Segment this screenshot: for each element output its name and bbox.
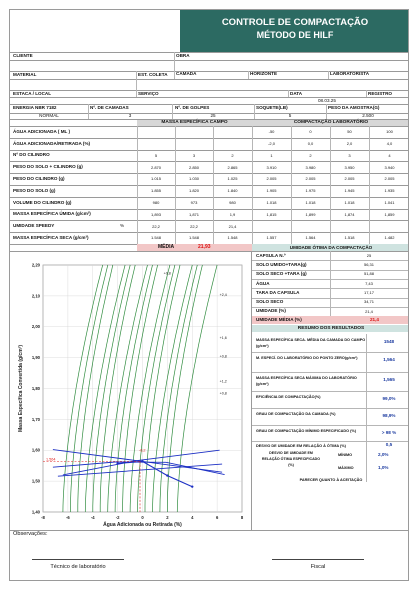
result-row-value: 1,564: [383, 357, 395, 362]
curve-label: +0,8: [219, 391, 227, 396]
campo-cell: 1.015: [150, 176, 161, 182]
servico-label: SERVIÇO: [138, 91, 159, 96]
desvio-value: 0,5: [385, 442, 393, 447]
lab-cell: 2.005: [384, 176, 395, 182]
energy-value-2: 25: [210, 113, 216, 118]
lab-cell: -50: [268, 129, 275, 135]
desvio-label: DESVIO DE UMIDADE EM RELAÇÃO À ÓTIMA (%): [256, 444, 346, 448]
lab-cell: 3.910: [266, 164, 277, 170]
horizonte-label: HORIZONTE: [250, 71, 278, 76]
material-label: MATERIAL: [13, 72, 37, 77]
campo-cell: 1.840: [227, 188, 238, 194]
y-tick-label: 1,70: [31, 416, 40, 422]
result-row-label: EFICIÊNCIA DE COMPACTAÇÃO(%): [256, 395, 321, 399]
x-axis-label: Água Adicionada ou Retirada (%): [103, 522, 182, 528]
capsule-row-value: 56,31: [363, 262, 374, 268]
report-title: CONTROLE DE COMPACTAÇÃO: [221, 17, 369, 28]
obra-label: OBRA: [176, 53, 190, 58]
lab-cell: 50: [347, 129, 352, 135]
media-label: MÉDIA: [158, 244, 175, 250]
main-row-label: PESO DO SOLO (g): [13, 187, 56, 193]
series-point: [141, 460, 143, 462]
lab-section-title: COMPACTAÇÃO LABORATÓRIO: [293, 119, 369, 125]
fiscal-label: Fiscal: [310, 564, 326, 570]
x-tick-label: 8: [240, 515, 244, 520]
capsule-row-label: SOLO UMIDO+TARA(g): [256, 261, 307, 267]
espec-label: DESVIO DE UMIDADE EM RELAÇÃO ÓTIMA ESPECIFICADO (%): [261, 451, 321, 467]
result-row-value: 1,565: [383, 377, 395, 382]
energy-value-1: 3: [128, 113, 132, 118]
x-tick-label: -8: [41, 515, 45, 520]
y-tick-label: 1,90: [31, 355, 40, 361]
campo-cell: 22,2: [152, 223, 160, 229]
capsule-row-value: 7,43: [365, 280, 373, 286]
campo-cell: 2.870: [150, 164, 161, 170]
x-tick-label: 4: [191, 515, 194, 520]
report-frame: [9, 9, 409, 581]
lab-cell: 2: [309, 152, 312, 158]
report-subtitle: MÉTODO DE HILF: [256, 30, 334, 40]
estaca-local-label: ESTACA / LOCAL: [13, 91, 52, 96]
series-point: [191, 485, 193, 487]
lab-cell: 1.905: [266, 188, 277, 194]
minimo-value: 2,0%: [378, 452, 389, 457]
media-cell: [137, 244, 252, 251]
registro-label: REGISTRO: [368, 91, 392, 96]
est-coleta-label: EST. COLETA: [138, 72, 168, 77]
result-row-label: GRAU DE COMPACTAÇÃO MÍNIMO ESPECIFICADO (%): [256, 429, 357, 433]
lab-cell: 1.557: [266, 235, 277, 241]
capsule-row-value: 25: [366, 252, 372, 258]
main-row-unit: %: [120, 223, 125, 229]
campo-cell: 1.548: [188, 235, 199, 241]
y-tick-label: 1,80: [31, 385, 40, 391]
lab-cell: 2,0: [346, 141, 353, 146]
y-tick-label: 2,20: [31, 262, 40, 268]
result-row-label: M. ESPECÍ. DO LABORATÓRIO DO PONTO ZERO(g/cm³): [256, 356, 358, 360]
tecnico-signature-line: [32, 559, 124, 560]
tecnico-label: Técnico de laboratório: [50, 564, 106, 570]
minimo-label: MÍNIMO: [338, 453, 353, 457]
lab-cell: 1.564: [305, 235, 316, 241]
lab-cell: 1: [270, 152, 273, 158]
result-row-value: 98,9%: [382, 413, 396, 418]
x-tick-label: 0: [141, 515, 144, 520]
cliente-label: CLIENTE: [13, 53, 33, 58]
campo-cell: 2.865: [227, 164, 238, 170]
umidade-otima-title: UMIDADE ÓTIMA DA COMPACTAÇÃO: [289, 244, 373, 250]
lab-cell: 0: [309, 129, 312, 135]
y-tick-label: 2,00: [31, 324, 40, 330]
capsule-row-value: 21,4: [365, 308, 373, 314]
maximo-value: 1,0%: [378, 465, 389, 470]
campo-cell: 1.025: [227, 176, 238, 182]
capsule-row-label: SOLO SECO +TARA (g): [256, 271, 307, 277]
energy-label-2: Nº. DE GOLPES: [175, 105, 210, 110]
compaction-chart: [10, 251, 252, 530]
lab-cell: 1,859: [384, 211, 395, 217]
curve-label: +2,4: [219, 292, 227, 297]
lab-cell: 3.950: [344, 164, 355, 170]
x-tick-label: 2: [166, 515, 169, 520]
laboratorista-label: LABORATORISTA: [330, 71, 370, 76]
umidade-media-label: UMIDADE MÉDIA (%): [256, 317, 302, 323]
capsule-row-label: UMIDADE (%): [256, 308, 286, 314]
capsule-row-label: SOLO SECO: [256, 299, 284, 305]
campo-cell: 980: [229, 200, 236, 205]
lab-cell: 3.980: [305, 164, 316, 170]
main-row-label: MASSA ESPECÍFICA SECA (g/cm³): [13, 235, 89, 240]
curve-label: +1,6: [219, 336, 227, 341]
result-row-label: GRAU DE COMPACTAÇÃO DA CAMADA (%): [256, 412, 336, 416]
peak-label: -0,2: [139, 448, 146, 453]
chart-panel: [10, 251, 252, 530]
energy-label-0: ENERGIA NBR 7182: [13, 105, 57, 110]
lab-cell: 3.940: [384, 164, 395, 170]
energy-label-3: SOQUETE(LB): [256, 105, 288, 110]
main-row-label: MASSA ESPECÍFICA ÚMIDA (g/cm³): [13, 211, 91, 217]
campo-section-title: MASSA ESPECÍFICA CAMPO: [161, 119, 228, 125]
lab-cell: 1.041: [384, 200, 395, 205]
parecer-label: PARECER QUANTO À ACEITAÇÃO: [299, 478, 363, 482]
campo-cell: 1,871: [188, 211, 199, 217]
lab-cell: 1.482: [384, 235, 395, 241]
y-tick-label: 1,40: [31, 509, 40, 515]
lab-cell: 1.945: [344, 188, 355, 194]
series-point: [116, 462, 118, 464]
y-tick-label: 2,10: [31, 293, 40, 299]
campo-cell: 3: [192, 152, 196, 158]
campo-cell: 5: [154, 152, 158, 158]
campo-cell: 1.855: [150, 188, 161, 194]
campo-cell: 980: [152, 200, 160, 205]
capsule-row-value: 51,88: [363, 271, 374, 277]
result-row-value: > 98 %: [381, 430, 397, 435]
y-tick-label: 1,50: [31, 478, 40, 484]
fiscal-signature-line: [272, 559, 364, 560]
capsule-row-label: CAPSULA N.º: [256, 252, 286, 258]
x-tick-label: 6: [215, 515, 219, 520]
energy-value-4: 2.500: [362, 113, 374, 118]
main-row-label: UMIDADE SPEEDY: [13, 223, 55, 229]
lab-cell: 100: [386, 129, 393, 135]
campo-cell: 1.820: [188, 188, 199, 194]
energy-label-1: Nº. DE CAMADAS: [90, 105, 129, 110]
main-row-label: ÁGUA ADICIONADA/RETIRADA (%): [13, 140, 91, 146]
observacoes-label: Observações:: [13, 531, 48, 537]
x-tick-label: -6: [66, 515, 70, 520]
lab-cell: 1,899: [305, 211, 316, 217]
capsule-row-label: TARA DA CAPSULA: [256, 289, 300, 295]
results-title: RESUMO DOS RESULTADOS: [297, 325, 365, 331]
main-row-label: VOLUME DO CILINDRO (g): [13, 199, 72, 205]
lab-cell: 1,874: [344, 211, 355, 217]
media-value: 21,93: [198, 244, 211, 250]
x-tick-label: -4: [90, 515, 95, 520]
result-row-label: MASSA ESPECÍFICA SECA MÁXIMA DO LABORATÓRIO (g/cm³): [256, 376, 357, 387]
series-point: [166, 474, 168, 476]
main-row-label: ÁGUA ADICIONADA ( ML ): [13, 128, 71, 134]
campo-cell: 1,893: [150, 211, 161, 217]
energy-label-4: PESO DA AMOSTRA(G): [328, 105, 380, 110]
campo-cell: 2.850: [188, 164, 199, 170]
campo-cell: 973: [190, 200, 198, 205]
energy-value-0: NORMAL: [39, 113, 59, 118]
y-axis-label: Massa Específica Convertida (g/cm³): [18, 345, 24, 432]
energy-value-3: 5: [288, 113, 292, 118]
lab-cell: 3: [348, 152, 351, 158]
lab-cell: 2.005: [344, 176, 355, 182]
curve-label: +0,8: [219, 354, 227, 359]
lab-cell: -2,0: [268, 141, 275, 146]
peak-y-label: 1,564: [46, 457, 56, 462]
lab-cell: 4: [388, 152, 391, 158]
result-row-value: 99,0%: [382, 396, 396, 401]
capsule-row-value: 17,17: [363, 290, 374, 295]
lab-cell: 0,0: [307, 141, 314, 146]
campo-cell: 2: [231, 152, 234, 158]
lab-cell: 2.005: [266, 176, 277, 182]
campo-cell: 22,2: [190, 223, 198, 229]
result-row-label: MASSA ESPECÍFICA SECA. MÉDIA DA CAMADA DO CAMPO (g/cm³): [256, 338, 366, 349]
curve-label: +0,8: [163, 271, 171, 276]
lab-cell: 1.018: [266, 200, 277, 205]
lab-cell: 1.018: [344, 200, 355, 205]
campo-cell: 1.548: [150, 235, 161, 241]
lab-cell: 4,0: [386, 141, 393, 146]
main-row-label: Nº DO CILINDRO: [13, 152, 50, 158]
data-label: DATA: [290, 91, 303, 96]
main-row-label: PESO DO SOLO + CILINDRO (g): [13, 164, 83, 170]
capsule-row-value: 34,71: [363, 299, 374, 305]
x-tick-label: -2: [115, 515, 120, 520]
campo-cell: 1.548: [227, 235, 238, 241]
campo-cell: 1.030: [188, 176, 199, 182]
campo-cell: 1,9: [229, 211, 236, 217]
umidade-media-value: 21,4: [370, 317, 379, 323]
maximo-label: MÁXIMO: [338, 466, 354, 470]
lab-cell: 1.975: [305, 188, 316, 194]
lab-cell: 1.018: [305, 200, 316, 205]
main-row-label: PESO DO CILINDRO (g): [13, 176, 65, 181]
lab-cell: 1.935: [384, 188, 395, 194]
lab-cell: 1.518: [344, 235, 355, 241]
lab-cell: 2.005: [305, 176, 316, 182]
date-value: 08.03.25: [318, 98, 336, 103]
lab-cell: 1,815: [266, 211, 277, 217]
y-tick-label: 1,60: [31, 447, 40, 453]
result-row-value: 1548: [383, 339, 395, 344]
campo-cell: 21,4: [228, 223, 237, 229]
curve-label: +1,2: [219, 379, 227, 384]
capsule-row-label: ÁGUA: [256, 280, 270, 286]
camada-label: CAMADA: [176, 71, 197, 76]
